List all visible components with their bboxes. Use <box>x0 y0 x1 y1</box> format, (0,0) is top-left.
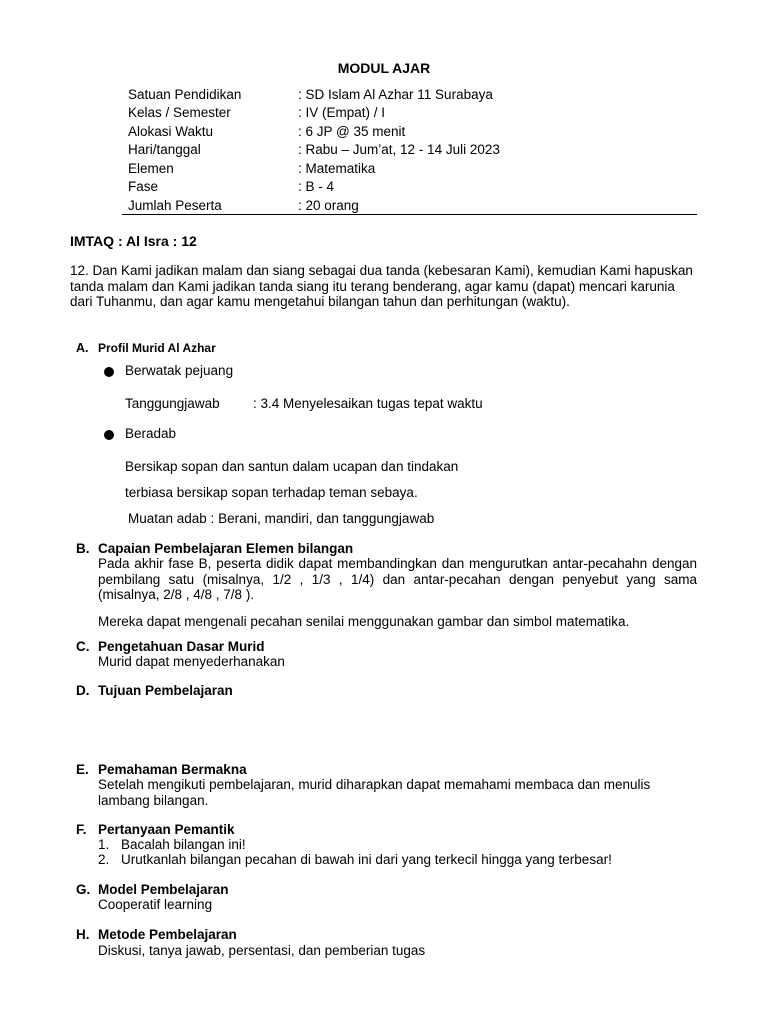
section-h-text: Diskusi, tanya jawab, persentasi, dan pemberian tugas <box>98 943 426 958</box>
document-title: MODUL AJAR <box>337 60 431 76</box>
tanggung-value: : 3.4 Menyelesaikan tugas tepat waktu <box>253 396 483 411</box>
info-value-alokasi: : 6 JP @ 35 menit <box>298 124 406 139</box>
info-value-elemen: : Matematika <box>298 161 376 176</box>
info-value-satuan: : SD Islam Al Azhar 11 Surabaya <box>298 87 493 102</box>
info-label-hari: Hari/tanggal <box>128 142 201 157</box>
section-b-letter: B. <box>76 541 90 556</box>
section-g-text: Cooperatif learning <box>98 897 213 912</box>
section-c-letter: C. <box>76 639 90 654</box>
section-e-title: Pemahaman Bermakna <box>98 762 247 777</box>
info-value-fase: : B - 4 <box>298 179 335 194</box>
bullet-berwatak: Berwatak pejuang <box>125 363 234 378</box>
info-label-fase: Fase <box>128 179 159 194</box>
section-a-letter: A. <box>76 341 89 355</box>
info-value-kelas: : IV (Empat) / I <box>298 105 386 120</box>
info-value-jumlah: : 20 orang <box>298 198 359 213</box>
section-f-letter: F. <box>76 822 87 837</box>
imtaq-heading: IMTAQ : Al Isra : 12 <box>70 233 197 249</box>
section-f-title: Pertanyaan Pemantik <box>98 822 235 837</box>
section-d-title: Tujuan Pembelajaran <box>98 683 233 698</box>
verse-paragraph: 12. Dan Kami jadikan malam dan siang sebagai dua tanda (kebesaran Kami), kemudian Kami hapuskan tanda malam dan Kami jadikan tanda siang itu terang benderang, agar kamu (dapat) mencari karunia dari Tuhanmu, dan agar kamu mengetahui bilangan tahun dan perhitungan (waktu). <box>70 263 693 309</box>
section-e-letter: E. <box>76 762 89 777</box>
section-h-letter: H. <box>76 927 90 942</box>
info-label-kelas: Kelas / Semester <box>128 105 231 120</box>
info-label-elemen: Elemen <box>128 161 174 176</box>
section-c-title: Pengetahuan Dasar Murid <box>98 639 265 654</box>
section-b-title: Capaian Pembelajaran Elemen bilangan <box>98 541 354 556</box>
beradab-line-1: Bersikap sopan dan santun dalam ucapan dan tindakan <box>125 459 459 474</box>
list-item-number: 1. <box>98 837 110 852</box>
section-g-title: Model Pembelajaran <box>98 882 229 897</box>
section-c-text: Murid dapat menyederhanakan <box>98 654 285 669</box>
info-label-alokasi: Alokasi Waktu <box>128 124 214 139</box>
section-e-text: Setelah mengikuti pembelajaran, murid diharapkan dapat memahami membaca dan menulis lambang bilangan. <box>98 777 651 808</box>
beradab-line-2: terbiasa bersikap sopan terhadap teman sebaya. <box>125 485 418 500</box>
section-g-letter: G. <box>76 882 91 897</box>
list-item-number: 2. <box>98 852 110 867</box>
section-b-paragraph-1: Pada akhir fase B, peserta didik dapat membandingkan dan mengurutkan antar-pecahahn dengan pembilang satu (misalnya, 1/2 , 1/3 , 1/4) dan antar-pecahan dengan penyebut yang sama (misalnya, 2/8 , 4/8 , 7/8 ). <box>98 556 697 602</box>
list-item: Bacalah bilangan ini! <box>121 837 246 852</box>
bullet-beradab: Beradab <box>125 426 177 441</box>
bullet-icon <box>104 430 114 440</box>
info-value-hari: : Rabu – Jum’at, 12 - 14 Juli 2023 <box>298 142 500 157</box>
section-b-paragraph-2: Mereka dapat mengenali pecahan senilai menggunakan gambar dan simbol matematika. <box>98 614 630 629</box>
section-a-title: Profil Murid Al Azhar <box>98 341 216 355</box>
section-d-letter: D. <box>76 683 90 698</box>
list-item: Urutkanlah bilangan pecahan di bawah ini dari yang terkecil hingga yang terbesar! <box>121 852 612 867</box>
beradab-line-3: Muatan adab : Berani, mandiri, dan tanggungjawab <box>128 511 435 526</box>
info-label-jumlah: Jumlah Peserta <box>128 198 222 213</box>
tanggung-label: Tanggungjawab <box>125 396 220 411</box>
section-h-title: Metode Pembelajaran <box>98 927 237 942</box>
info-divider <box>122 214 697 215</box>
bullet-icon <box>104 367 114 377</box>
info-label-satuan: Satuan Pendidikan <box>128 87 242 102</box>
